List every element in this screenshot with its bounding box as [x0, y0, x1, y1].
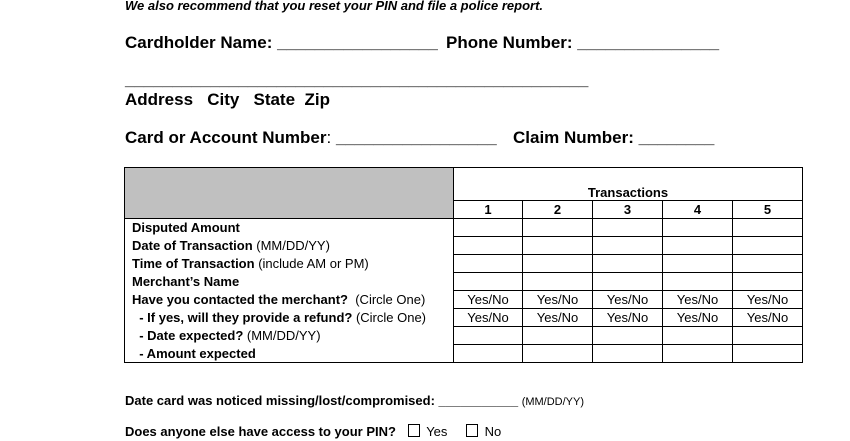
transaction-cell[interactable]: Yes/No [523, 291, 593, 309]
transaction-cell[interactable] [523, 237, 593, 255]
transaction-cell[interactable] [523, 327, 593, 345]
row-label [125, 255, 454, 273]
transaction-cell[interactable] [523, 255, 593, 273]
transactions-table [124, 167, 803, 363]
row-label-bold: - If yes, will they provide a refund? [132, 310, 353, 325]
transaction-cell[interactable] [733, 219, 803, 237]
header-note: We also recommend that you reset your PIN and file a police report. [125, 0, 544, 13]
transaction-cell[interactable]: Yes/No [593, 291, 663, 309]
claim-number-field[interactable]: Claim Number: ________ [513, 128, 715, 147]
transactions-header: Transactions [454, 185, 803, 201]
row-label-note: (MM/DD/YY) [243, 328, 321, 343]
phone-number-field[interactable]: Phone Number: _______________ [446, 33, 720, 52]
column-header-3: 3 [593, 201, 663, 219]
row-label-note: (Circle One) [348, 292, 426, 307]
no-label: No [484, 424, 502, 439]
transaction-cell[interactable]: Yes/No [454, 309, 523, 327]
transaction-cell[interactable]: Yes/No [663, 291, 733, 309]
row-label-note: (MM/DD/YY) [252, 238, 330, 253]
transaction-cell[interactable] [733, 327, 803, 345]
transaction-cell[interactable]: Yes/No [733, 291, 803, 309]
date-noticed-field[interactable] [125, 393, 584, 408]
transaction-cell[interactable] [733, 255, 803, 273]
card-account-blank: _________________ [331, 128, 497, 147]
transaction-cell[interactable] [593, 327, 663, 345]
transaction-cell[interactable] [454, 219, 523, 237]
address-caption: Address City State Zip [125, 90, 330, 109]
row-label-note: (include AM or PM) [254, 256, 369, 271]
row-label [125, 309, 454, 327]
row-label [125, 237, 454, 255]
transaction-cell[interactable] [733, 237, 803, 255]
transaction-cell[interactable] [733, 273, 803, 291]
transaction-cell[interactable] [523, 345, 593, 363]
transaction-cell[interactable] [454, 255, 523, 273]
table-row [125, 237, 803, 255]
transaction-cell[interactable] [454, 237, 523, 255]
transaction-cell[interactable] [733, 345, 803, 363]
transaction-cell[interactable] [593, 255, 663, 273]
row-label-bold: Date of Transaction [132, 238, 253, 253]
transaction-cell[interactable] [593, 345, 663, 363]
pin-access-question-row [125, 424, 501, 439]
table-row [125, 219, 803, 237]
cardholder-name-field[interactable]: Cardholder Name: _________________ [125, 33, 438, 52]
row-label-note: (Circle One) [352, 310, 427, 325]
transaction-cell[interactable]: Yes/No [523, 309, 593, 327]
transaction-cell[interactable] [523, 273, 593, 291]
row-label-bold: Time of Transaction [132, 256, 255, 271]
transaction-cell[interactable] [593, 237, 663, 255]
transaction-cell[interactable] [454, 345, 523, 363]
table-row [125, 309, 803, 327]
transaction-cell[interactable] [454, 273, 523, 291]
date-noticed-format: (MM/DD/YY) [521, 396, 585, 408]
address-line[interactable]: _________________________________________________ [125, 70, 589, 89]
table-row [125, 273, 803, 291]
table-header-blank [125, 168, 454, 219]
transaction-cell[interactable] [663, 237, 733, 255]
row-label-bold: Disputed Amount [132, 220, 240, 236]
card-account-field[interactable] [125, 128, 497, 148]
transaction-cell[interactable] [663, 255, 733, 273]
card-account-label: Card or Account Number [125, 128, 327, 147]
no-checkbox[interactable] [466, 424, 478, 437]
table-row [125, 345, 803, 363]
pin-access-question: Does anyone else have access to your PIN? [125, 424, 396, 439]
transaction-cell[interactable]: Yes/No [733, 309, 803, 327]
row-label [125, 273, 454, 291]
transaction-cell[interactable]: Yes/No [663, 309, 733, 327]
date-noticed-label: Date card was noticed missing/lost/compromised: [125, 393, 435, 408]
transaction-cell[interactable] [663, 273, 733, 291]
transaction-cell[interactable] [454, 327, 523, 345]
transaction-cell[interactable] [523, 219, 593, 237]
transaction-cell[interactable] [663, 345, 733, 363]
row-label [125, 327, 454, 345]
transaction-cell[interactable] [593, 273, 663, 291]
transaction-cell[interactable] [663, 327, 733, 345]
yes-checkbox[interactable] [408, 424, 420, 437]
transactions-header-top [454, 168, 803, 186]
table-row [125, 327, 803, 345]
column-header-1: 1 [454, 201, 523, 219]
column-header-2: 2 [523, 201, 593, 219]
row-label [125, 345, 454, 363]
transaction-cell[interactable]: Yes/No [454, 291, 523, 309]
date-noticed-blank: ___________ [434, 393, 522, 408]
column-header-4: 4 [663, 201, 733, 219]
row-label-bold: Merchant’s Name [132, 274, 240, 289]
transaction-cell[interactable] [593, 219, 663, 237]
card-account-colon: : [326, 128, 332, 147]
column-header-5: 5 [733, 201, 803, 219]
row-label [125, 219, 454, 237]
transaction-cell[interactable] [663, 219, 733, 237]
table-row [125, 255, 803, 273]
transaction-cell[interactable]: Yes/No [593, 309, 663, 327]
row-label [125, 291, 454, 309]
row-label-bold: - Amount expected [132, 345, 256, 361]
yes-label: Yes [426, 424, 448, 439]
table-row [125, 291, 803, 309]
row-label-bold: - Date expected? [132, 328, 244, 343]
row-label-bold: Have you contacted the merchant? [132, 292, 348, 307]
